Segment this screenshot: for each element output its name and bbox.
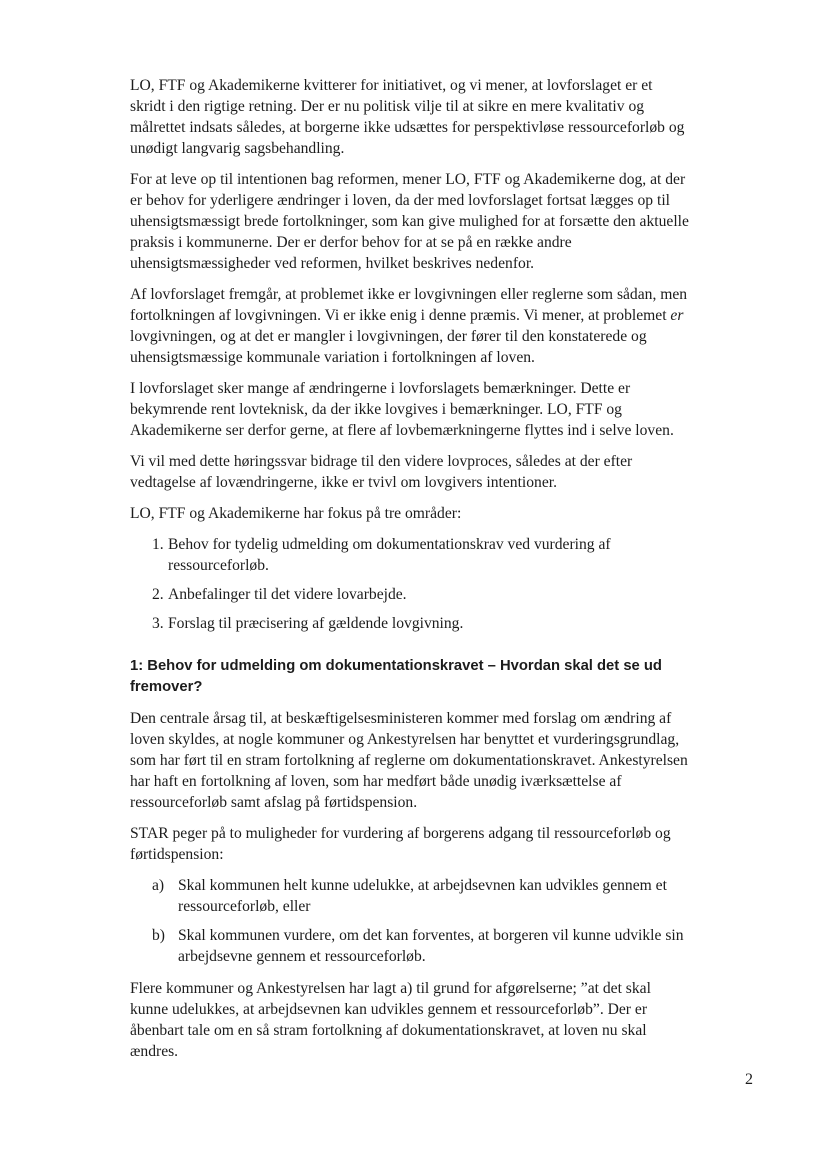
paragraph-focus-intro: LO, FTF og Akademikerne har fokus på tre områder: bbox=[130, 505, 462, 522]
list-marker: 2. bbox=[152, 586, 164, 603]
document-body bbox=[130, 75, 690, 1072]
paragraph-intention: For at leve op til intentionen bag reformen, mener LO, FTF og Akademikerne dog, at der er behov for yderligere ændringer i loven, da der med lovforslaget fortsat lægges op til uhensigtsmæssigt brede fortolkninger, som kan give mulighed for at forsætte den aktuelle praksis i kommunerne. Der er derfor behov for at se på en række andre uhensigtsmæssigheder ved reformen, hvilket beskrives nedenfor. bbox=[130, 171, 689, 272]
list-item-text: Anbefalinger til det videre lovarbejde. bbox=[168, 586, 407, 603]
list-marker: b) bbox=[152, 927, 165, 944]
list-item bbox=[130, 613, 690, 634]
paragraph-closing: Flere kommuner og Ankestyrelsen har lagt a) til grund for afgørelserne; ”at det skal kunne udelukkes, at arbejdsevnen kan udvikles gennem et ressourceforløb”. Der er åbenbart tale om en så stram fortolkning af dokumentationskravet, at loven nu skal ændres. bbox=[130, 980, 651, 1060]
list-item-text: Skal kommunen helt kunne udelukke, at arbejdsevnen kan udvikles gennem et ressourceforløb, eller bbox=[178, 877, 667, 915]
premise-text-start: Af lovforslaget fremgår, at problemet ikke er lovgivningen eller reglerne som sådan, men fortolkningen af lovgivningen. Vi er ikke enig i denne præmis. Vi mener, at problemet bbox=[130, 286, 688, 324]
paragraph-central-cause: Den centrale årsag til, at beskæftigelsesministeren kommer med forslag om ændring af loven skyldes, at nogle kommuner og Ankestyrelsen har benyttet et vurderingsgrundlag, som har ført til en stram fortolkning af reglerne om dokumentationskravet. Ankestyrelsen har haft en fortolkning af loven, som har medført både unødig iværksættelse af ressourceforløb samt afslag på førtidspension. bbox=[130, 710, 688, 811]
list-marker: a) bbox=[152, 877, 165, 894]
paragraph-premise bbox=[130, 284, 690, 368]
list-item bbox=[130, 534, 690, 576]
premise-text-end: lovgivningen, og at det er mangler i lovgivningen, der fører til den konstaterede og uhensigtsmæssige kommunale variation i fortolkningen af loven. bbox=[130, 328, 647, 366]
page-number: 2 bbox=[745, 1071, 753, 1088]
list-marker: 1. bbox=[152, 536, 164, 553]
section-heading: 1: Behov for udmelding om dokumentationskravet – Hvordan skal det se ud fremover? bbox=[130, 658, 662, 695]
paragraph-star: STAR peger på to muligheder for vurdering af borgerens adgang til ressourceforløb og førtidspension: bbox=[130, 825, 671, 863]
options-list bbox=[130, 875, 690, 967]
list-item bbox=[130, 925, 690, 967]
premise-emphasis: er bbox=[670, 307, 684, 324]
list-item bbox=[130, 584, 690, 605]
paragraph-remarks: I lovforslaget sker mange af ændringerne i lovforslagets bemærkninger. Dette er bekymrende rent lovteknisk, da der ikke lovgives i bemærkninger. LO, FTF og Akademikerne ser derfor gerne, at flere af lovbemærkningerne flyttes ind i selve loven. bbox=[130, 380, 674, 439]
list-item bbox=[130, 875, 690, 917]
paragraph-hearing: Vi vil med dette høringssvar bidrage til den videre lovproces, således at der efter vedtagelse af lovændringerne, ikke er tvivl om lovgivers intentioner. bbox=[130, 453, 633, 491]
focus-areas-list bbox=[130, 534, 690, 634]
list-marker: 3. bbox=[152, 615, 164, 632]
paragraph-initiative: LO, FTF og Akademikerne kvitterer for initiativet, og vi mener, at lovforslaget er et skridt i den rigtige retning. Der er nu politisk vilje til at sikre en mere kvalitativ og målrettet indsats således, at borgerne ikke udsættes for perspektivløse ressourceforløb og unødigt langvarig sagsbehandling. bbox=[130, 77, 685, 157]
list-item-text: Behov for tydelig udmelding om dokumentationskrav ved vurdering af ressourceforløb. bbox=[168, 536, 611, 574]
list-item-text: Forslag til præcisering af gældende lovgivning. bbox=[168, 615, 464, 632]
list-item-text: Skal kommunen vurdere, om det kan forventes, at borgeren vil kunne udvikle sin arbejdsevne gennem et ressourceforløb. bbox=[178, 927, 684, 965]
